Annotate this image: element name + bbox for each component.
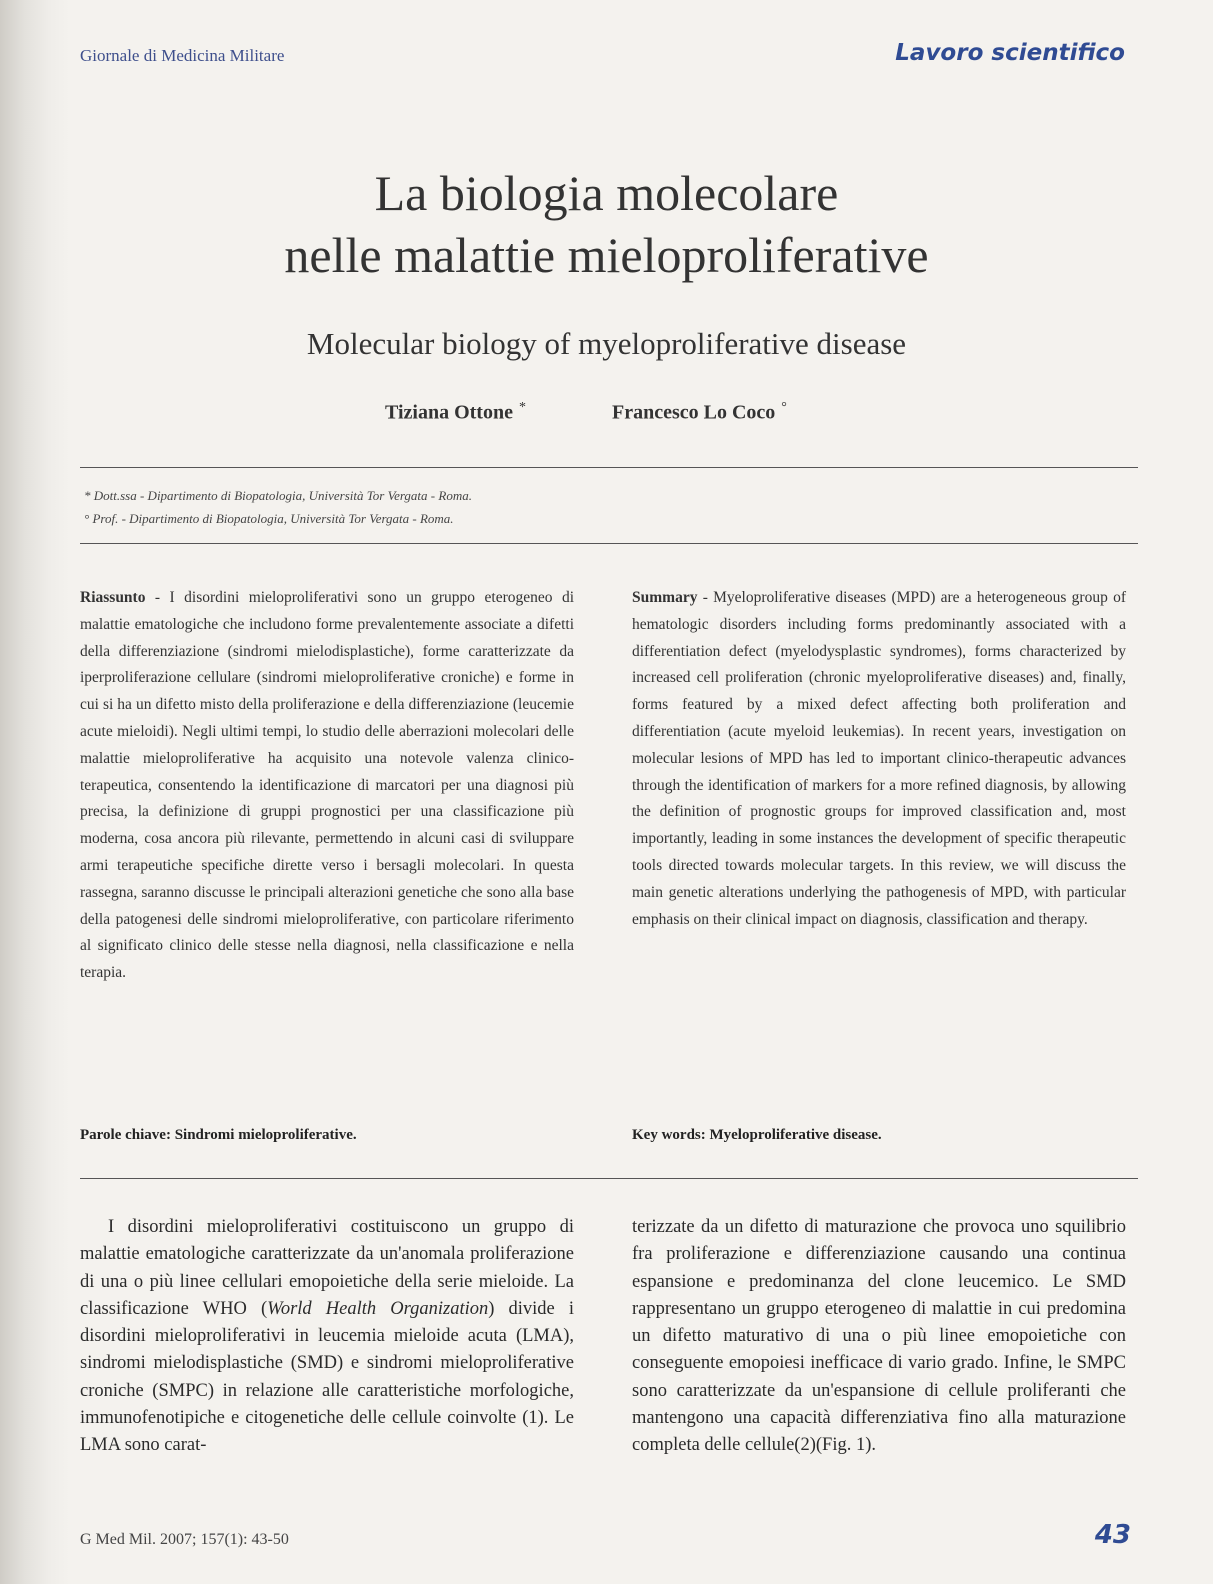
abstract-text: - Myeloproliferative diseases (MPD) are a heterogeneous group of hematologic disorders including forms predominantly associated with a differentiation defect (myelodysplastic syndromes), forms characterized by increased cell proliferation (chronic myeloproliferative diseases) and, finally, forms featured by a mixed defect affecting both proliferation and differentiation (acute myeloid leukemias). In recent years, investigation on molecular lesions of MPD has led to important clinico-therapeutic advances through the identification of markers for a more refined diagnosis, by allowing the definition of prognostic groups for improved classification and, most importantly, leading in some instances the development of specific therapeutic tools directed towards molecular targets. In this review, we will discuss the main genetic alterations underlying the pathogenesis of MPD, with particular emphasis on their clinical impact on diagnosis, classification and therapy. <box>632 589 1126 928</box>
divider <box>80 1178 1138 1179</box>
footer-citation: G Med Mil. 2007; 157(1): 43-50 <box>80 1531 289 1548</box>
body-column-right: terizzate da un difetto di maturazione che provoca uno squilibrio fra proliferazione e differenziazione causando una continua espansione e predominanza del clone leucemico. Le SMD rappresentano un gruppo eterogeneo di malattie in cui predomina un difetto maturativo di una o più linee emopoietiche con conseguente emopoiesi inefficace di vario grado. Infine, le SMPC sono caratterizzate da un'espansione di cellule proliferanti che mantengono una capacità differenziativa fino alla maturazione completa delle cellule(2)(Fig. 1). <box>632 1217 1126 1456</box>
article-subtitle: Molecular biology of myeloproliferative disease <box>306 326 907 361</box>
article-title <box>0 162 1213 286</box>
journal-name: Giornale di Medicina Militare <box>80 46 285 65</box>
body-text: ) divide i disordini mieloproliferativi in leucemia mieloide acuta (LMA), sindromi mielodisplastiche (SMD) e sindromi mieloproliferative croniche (SMPC) in relazione alle caratteristiche morfologiche, immunofenotipiche e citogenetiche delle cellule coinvolte (1). Le LMA sono carat- <box>80 1298 574 1456</box>
body-italic: World Health Organization <box>267 1298 489 1319</box>
affiliation-1: * Dott.ssa - Dipartimento di Biopatologia, Università Tor Vergata - Roma. <box>84 488 472 503</box>
abstract-label: Summary <box>632 589 698 606</box>
author-name: Francesco Lo Coco <box>612 401 776 424</box>
author-mark: ° <box>781 400 787 415</box>
title-line-2: nelle malattie mieloproliferative <box>284 227 929 283</box>
divider <box>80 543 1138 544</box>
title-line-1: La biologia molecolare <box>374 165 839 221</box>
author-2 <box>612 400 787 425</box>
keywords-english: Key words: Myeloproliferative disease. <box>632 1127 882 1143</box>
keywords-italian: Parole chiave: Sindromi mieloproliferative. <box>80 1127 357 1143</box>
body-column-left <box>80 1214 574 1460</box>
abstract-label: Riassunto <box>80 589 146 606</box>
page-number: 43 <box>1094 1520 1131 1550</box>
abstract-text: - I disordini mieloproliferativi sono un gruppo eterogeneo di malattie ematologiche che includono forme prevalentemente associate a difetti della differenziazione (sindromi mielodisplastiche), forme caratterizzate da iperproliferazione cellulare (sindromi mieloproliferative croniche) e forme in cui si ha un difetto misto della proliferazione e della differenziazione (leucemie acute mieloidi). Negli ultimi tempi, lo studio delle aberrazioni molecolari delle malattie mieloproliferative ha acquisito una notevole valenza clinico-terapeutica, consentendo la identificazione di marcatori per una diagnosi più precisa, la definizione di gruppi prognostici per una classificazione più moderna, cosa ancora più rilevante, permettendo in alcuni casi di sviluppare armi terapeutiche specifiche dirette verso i bersagli molecolari. In questa rassegna, saranno discusse le principali alterazioni genetiche che sono alla base della patogenesi delle sindromi mieloproliferative, con particolare riferimento al significato clinico delle stesse nella diagnosi, nella classificazione e nella terapia. <box>80 589 574 982</box>
body-text: I disordini mieloproliferativi costituiscono un gruppo di malattie ematologiche caratterizzate da un'anomala proliferazione di una o più linee cellulari emopoietiche della serie mieloide. La classificazione WHO ( <box>80 1217 574 1319</box>
affiliation-2: ° Prof. - Dipartimento di Biopatologia, Università Tor Vergata - Roma. <box>84 511 454 526</box>
abstract-english <box>632 585 1126 933</box>
author-name: Tiziana Ottone <box>385 401 513 424</box>
author-1 <box>385 400 526 425</box>
abstract-italian <box>80 585 574 987</box>
divider <box>80 467 1138 468</box>
author-mark: * <box>518 400 526 415</box>
section-label: Lavoro scientifico <box>895 40 1125 66</box>
